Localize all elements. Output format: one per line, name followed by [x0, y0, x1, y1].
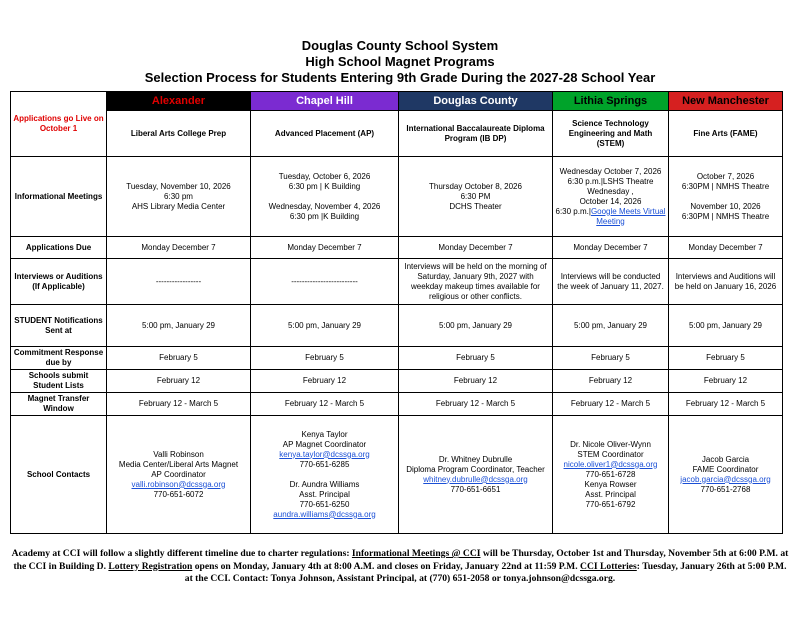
apps-due-chapel-hill: Monday December 7: [251, 237, 399, 259]
program-douglas-county: International Baccalaureate Diploma Program (IB DP): [399, 111, 553, 157]
email-link-new-manchester[interactable]: jacob.garcia@dcssga.org: [680, 474, 771, 484]
apps-due-douglas-county: Monday December 7: [399, 237, 553, 259]
transfer-chapel-hill: February 12 - March 5: [251, 393, 399, 416]
interviews-row: [11, 259, 783, 305]
school-contacts-row: [11, 416, 783, 534]
program-chapel-hill: Advanced Placement (AP): [251, 111, 399, 157]
email-link-chapel-hill-2[interactable]: aundra.williams@dcssga.org: [273, 509, 376, 519]
email-link-alexander[interactable]: valli.robinson@dcssga.org: [131, 479, 226, 489]
interviews-alexander: -----------------: [107, 259, 251, 305]
info-meetings-alexander: Tuesday, November 10, 2026 6:30 pm AHS Library Media Center: [107, 157, 251, 237]
row-label-applications-due: Applications Due: [11, 237, 107, 259]
row-label-info-meetings: Informational Meetings: [11, 157, 107, 237]
transfer-alexander: February 12 - March 5: [107, 393, 251, 416]
row-label-contacts: School Contacts: [11, 416, 107, 534]
lists-new-manchester: February 12: [669, 370, 783, 393]
email-link-douglas-county[interactable]: whitney.dubrulle@dcssga.org: [423, 474, 528, 484]
lists-lithia-springs: February 12: [553, 370, 669, 393]
title-line-3: Selection Process for Students Entering 9th Grade During the 2027-28 School Year: [144, 70, 656, 85]
school-name-lithia-springs: Lithia Springs: [553, 92, 669, 111]
apps-due-lithia-springs: Monday December 7: [553, 237, 669, 259]
commit-douglas-county: February 5: [399, 347, 553, 370]
notifications-row: [11, 305, 783, 347]
schedule-table: [10, 91, 783, 534]
notify-lithia-springs: 5:00 pm, January 29: [553, 305, 669, 347]
transfer-new-manchester: February 12 - March 5: [669, 393, 783, 416]
contact-new-manchester: Jacob Garcia FAME Coordinator jacob.garcia@dcssga.org 770-651-2768: [669, 416, 783, 534]
info-meetings-lithia-springs: Wednesday October 7, 2026 6:30 p.m.|LSHS Theatre Wednesday , October 14, 2026 6:30 p.m.|Google Meets Virtual Meeting: [553, 157, 669, 237]
interviews-new-manchester: Interviews and Auditions will be held on January 16, 2026: [669, 259, 783, 305]
commit-chapel-hill: February 5: [251, 347, 399, 370]
school-name-chapel-hill: Chapel Hill: [251, 92, 399, 111]
lists-douglas-county: February 12: [399, 370, 553, 393]
row-label-interviews: Interviews or Auditions (If Applicable): [11, 259, 107, 305]
title-line-2: High School Magnet Programs: [305, 54, 495, 69]
contact-douglas-county: Dr. Whitney Dubrulle Diploma Program Coordinator, Teacher whitney.dubrulle@dcssga.org 770-651-6651: [399, 416, 553, 534]
notify-new-manchester: 5:00 pm, January 29: [669, 305, 783, 347]
applications-live-note: Applications go Live on October 1: [11, 92, 107, 157]
info-meetings-chapel-hill: Tuesday, October 6, 2026 6:30 pm | K Building Wednesday, November 4, 2026 6:30 pm |K Building: [251, 157, 399, 237]
contact-lithia-springs: Dr. Nicole Oliver-Wynn STEM Coordinator nicole.oliver1@dcssga.org 770-651-6728 Kenya Rowser Asst. Principal 770-651-6792: [553, 416, 669, 534]
lists-chapel-hill: February 12: [251, 370, 399, 393]
info-meetings-douglas-county: Thursday October 8, 2026 6:30 PM DCHS Theater: [399, 157, 553, 237]
interviews-douglas-county: Interviews will be held on the morning of Saturday, January 9th, 2027 with weekday makeup times available for religious or other conflicts.: [399, 259, 553, 305]
commit-lithia-springs: February 5: [553, 347, 669, 370]
document-title: [0, 38, 800, 86]
transfer-lithia-springs: February 12 - March 5: [553, 393, 669, 416]
info-meetings-new-manchester: October 7, 2026 6:30PM | NMHS Theatre November 10, 2026 6:30PM | NMHS Theatre: [669, 157, 783, 237]
applications-due-row: [11, 237, 783, 259]
program-row: [11, 111, 783, 157]
commit-alexander: February 5: [107, 347, 251, 370]
program-lithia-springs: Science Technology Engineering and Math (STEM): [553, 111, 669, 157]
notify-douglas-county: 5:00 pm, January 29: [399, 305, 553, 347]
program-alexander: Liberal Arts College Prep: [107, 111, 251, 157]
email-link-lithia-springs[interactable]: nicole.oliver1@dcssga.org: [563, 459, 658, 469]
interviews-lithia-springs: Interviews will be conducted the week of January 11, 2027.: [553, 259, 669, 305]
apps-due-alexander: Monday December 7: [107, 237, 251, 259]
email-link-chapel-hill-1[interactable]: kenya.taylor@dcssga.org: [279, 449, 370, 459]
notify-alexander: 5:00 pm, January 29: [107, 305, 251, 347]
school-name-alexander: Alexander: [107, 92, 251, 111]
transfer-douglas-county: February 12 - March 5: [399, 393, 553, 416]
contact-alexander: Valli Robinson Media Center/Liberal Arts Magnet AP Coordinator valli.robinson@dcssga.org 770-651-6072: [107, 416, 251, 534]
row-label-notifications: STUDENT Notifications Sent at: [11, 305, 107, 347]
row-label-transfer: Magnet Transfer Window: [11, 393, 107, 416]
student-lists-row: [11, 370, 783, 393]
cci-footer-note: Academy at CCI will follow a slightly different timeline due to charter regulations: Informational Meetings @ CCI will be Thursday, October 1st and Thursday, November 5th at 6:00 P.M. at the CCI in Building D. Lottery Registration opens on Monday, January 4th at 8:00 A.M. and closes on Friday, January 22nd at 11:59 P.M. CCI Lotteries: Tuesday, January 26th at 5:00 P.M. at the CCI. Contact: Tonya Johnson, Assistant Principal, at (770) 651-2058 or tonya.johnson@dcssga.org.: [11, 548, 789, 584]
commit-new-manchester: February 5: [669, 347, 783, 370]
row-label-commitment: Commitment Response due by: [11, 347, 107, 370]
program-new-manchester: Fine Arts (FAME): [669, 111, 783, 157]
school-name-douglas-county: Douglas County: [399, 92, 553, 111]
commitment-row: [11, 347, 783, 370]
informational-meetings-row: [11, 157, 783, 237]
interviews-chapel-hill: -------------------------: [251, 259, 399, 305]
school-name-new-manchester: New Manchester: [669, 92, 783, 111]
title-line-1: Douglas County School System: [301, 38, 499, 53]
school-name-row: [11, 92, 783, 111]
notify-chapel-hill: 5:00 pm, January 29: [251, 305, 399, 347]
apps-due-new-manchester: Monday December 7: [669, 237, 783, 259]
row-label-student-lists: Schools submit Student Lists: [11, 370, 107, 393]
contact-chapel-hill: Kenya Taylor AP Magnet Coordinator kenya.taylor@dcssga.org 770-651-6285 Dr. Aundra Williams Asst. Principal 770-651-6250 aundra.williams@dcssga.org: [251, 416, 399, 534]
google-meets-link[interactable]: Google Meets Virtual Meeting: [590, 206, 666, 226]
lists-alexander: February 12: [107, 370, 251, 393]
transfer-window-row: [11, 393, 783, 416]
